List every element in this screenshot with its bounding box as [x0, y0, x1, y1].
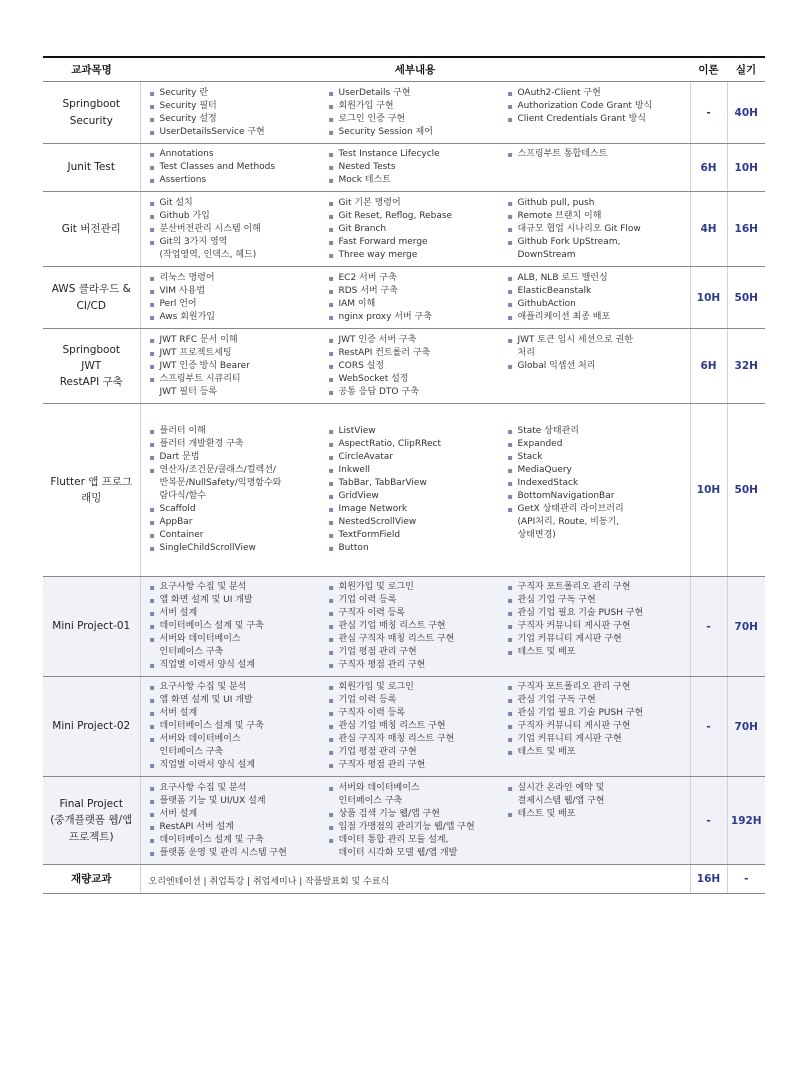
- detail-item: ▪ JWT 토큰 임시 세션으로 권한: [507, 334, 686, 347]
- detail-item: ▪ Stack: [507, 451, 686, 464]
- detail-item: ▪ 관심 기업 매칭 리스트 구현: [328, 620, 507, 633]
- detail-item: ▪ 기업 커뮤니티 게시판 구현: [507, 633, 686, 646]
- detail-item: ▪ Nested Tests: [328, 161, 507, 174]
- detail-item: ▪ Assertions: [149, 174, 328, 187]
- detail-column: [507, 272, 686, 324]
- detail-item: ▪ 서버와 데이터베이스: [328, 782, 507, 795]
- course-name: [43, 577, 140, 677]
- detail-item: ▪ 데이터베이스 설계 및 구축: [149, 720, 328, 733]
- detail-item: ▪ 직업별 이력서 양식 설계: [149, 659, 328, 672]
- table-row: [43, 777, 765, 865]
- detail-item: ▪ Scaffold: [149, 503, 328, 516]
- detail-item: ▪ Git 설치: [149, 197, 328, 210]
- detail-item: ▪ 로그인 인증 구현: [328, 113, 507, 126]
- detail-column: [507, 197, 686, 262]
- detail-item: ▪ EC2 서버 구축: [328, 272, 507, 285]
- detail-item: ▪ 리눅스 명령어: [149, 272, 328, 285]
- detail-column: [149, 782, 328, 860]
- detail-item: 처리: [517, 347, 535, 358]
- detail-column: [328, 334, 507, 399]
- detail-item: ▪ OAuth2-Client 구현: [507, 87, 686, 100]
- detail-column: [149, 334, 328, 399]
- table-row: [43, 329, 765, 404]
- detail-item: ▪ 관심 구직자 매칭 리스트 구현: [328, 633, 507, 646]
- detail-item: ▪ 데이터베이스 설계 및 구축: [149, 834, 328, 847]
- detail-item: ▪ WebSocket 설정: [328, 373, 507, 386]
- course-name-line: Security: [69, 114, 113, 127]
- detail-item: ▪ 서버 설계: [149, 607, 328, 620]
- detail-column: [328, 272, 507, 324]
- course-name-line: AWS 클라우드 &: [51, 283, 131, 296]
- header-practice: 실기: [727, 57, 765, 82]
- detail-column: [149, 87, 328, 139]
- footer-course-name: 재량교과: [43, 865, 140, 894]
- detail-column: [507, 425, 686, 555]
- detail-item: ▪ 회원가입 및 로그인: [328, 681, 507, 694]
- detail-item: ▪ 공통 응답 DTO 구축: [328, 386, 507, 399]
- detail-item: ▪ 직업별 이력서 양식 설계: [149, 759, 328, 772]
- detail-column: [328, 87, 507, 139]
- practice-hours: 32H: [727, 329, 765, 404]
- detail-item: ▪ Client Credentials Grant 방식: [507, 113, 686, 126]
- detail-item: ▪ 플러터 개발환경 구축: [149, 438, 328, 451]
- detail-item: ▪ Git Branch: [328, 223, 507, 236]
- course-name-line: Springboot: [62, 98, 120, 111]
- course-name-line: Springboot: [62, 343, 120, 356]
- course-name-line: Mini Project-01: [52, 620, 131, 633]
- detail-item: ▪ 구직자 이력 등록: [328, 607, 507, 620]
- detail-item: ▪ 테스트 및 배포: [507, 646, 686, 659]
- theory-hours: 4H: [690, 192, 727, 267]
- detail-item: ▪ Security 필터: [149, 100, 328, 113]
- detail-item: DownStream: [517, 249, 576, 260]
- detail-item: ▪ 구직자 이력 등록: [328, 707, 507, 720]
- course-name-line: 래밍: [81, 492, 102, 504]
- detail-item: ▪ 분산버전관리 시스템 이해: [149, 223, 328, 236]
- detail-item: 인터페이스 구축: [159, 747, 224, 757]
- detail-item: ▪ Annotations: [149, 148, 328, 161]
- header-theory: 이론: [690, 57, 727, 82]
- detail-item: ▪ 관심 기업 구독 구현: [507, 694, 686, 707]
- detail-item: ▪ 구직자 평점 관리 구현: [328, 659, 507, 672]
- detail-item: ▪ 관심 기업 매칭 리스트 구현: [328, 720, 507, 733]
- detail-item: ▪ Three way merge: [328, 249, 507, 262]
- detail-item: ▪ State 상태관리: [507, 425, 686, 438]
- detail-item: ▪ MediaQuery: [507, 464, 686, 477]
- detail-item: ▪ 스프링부트 시큐리티: [149, 373, 328, 386]
- course-name: [43, 329, 140, 404]
- detail-item: ▪ 데이터 통합 관리 모듈 설계,: [328, 834, 507, 847]
- practice-hours: 50H: [727, 267, 765, 329]
- course-name: [43, 404, 140, 577]
- footer-practice-hours: -: [727, 865, 765, 894]
- detail-column: [149, 681, 328, 772]
- detail-column: [328, 197, 507, 262]
- course-detail: [140, 82, 690, 144]
- detail-item: ▪ 앱 화면 설계 및 UI 개발: [149, 694, 328, 707]
- detail-item: JWT 필터 등록: [159, 386, 218, 397]
- detail-item: ▪ IndexedStack: [507, 477, 686, 490]
- course-name-line: Final Project: [59, 798, 123, 811]
- detail-item: ▪ GithubAction: [507, 298, 686, 311]
- course-name-line: Flutter 앱 프로그: [50, 475, 133, 488]
- detail-item: ▪ Mock 테스트: [328, 174, 507, 187]
- detail-item: ▪ BottomNavigationBar: [507, 490, 686, 503]
- curriculum-table: [43, 56, 765, 894]
- detail-item: ▪ Security 란: [149, 87, 328, 100]
- detail-item: ▪ RDS 서버 구축: [328, 285, 507, 298]
- detail-column: [507, 681, 686, 772]
- detail-item: ▪ TabBar, TabBarView: [328, 477, 507, 490]
- practice-hours: 40H: [727, 82, 765, 144]
- detail-item: ▪ 테스트 및 배포: [507, 746, 686, 759]
- detail-item: ▪ 서버 설계: [149, 707, 328, 720]
- course-detail: [140, 404, 690, 577]
- detail-item: ▪ AppBar: [149, 516, 328, 529]
- footer-detail-cell: [140, 865, 690, 894]
- detail-item: ▪ Image Network: [328, 503, 507, 516]
- detail-item: ▪ Git의 3가지 영역: [149, 236, 328, 249]
- practice-hours: 70H: [727, 577, 765, 677]
- detail-item: ▪ VIM 사용법: [149, 285, 328, 298]
- header-subject: 교과목명: [43, 57, 140, 82]
- course-detail: [140, 192, 690, 267]
- detail-item: ▪ 관심 구직자 매칭 리스트 구현: [328, 733, 507, 746]
- detail-item: 인터페이스 구축: [159, 647, 224, 657]
- theory-hours: 6H: [690, 144, 727, 192]
- detail-column: [328, 425, 507, 555]
- detail-item: ▪ 관심 기업 구독 구현: [507, 594, 686, 607]
- detail-item: ▪ 플랫폼 운영 및 관리 시스템 구현: [149, 847, 328, 860]
- table-body: [43, 82, 765, 894]
- practice-hours: 16H: [727, 192, 765, 267]
- detail-item: 상태변경): [517, 530, 556, 540]
- detail-item: ▪ CORS 설정: [328, 360, 507, 373]
- detail-item: ▪ 앱 화면 설계 및 UI 개발: [149, 594, 328, 607]
- detail-item: ▪ 플러터 이해: [149, 425, 328, 438]
- detail-item: ▪ Container: [149, 529, 328, 542]
- detail-item: (API처리, Route, 비동기,: [517, 517, 620, 527]
- theory-hours: 6H: [690, 329, 727, 404]
- theory-hours: 10H: [690, 267, 727, 329]
- practice-hours: 192H: [727, 777, 765, 865]
- theory-hours: -: [690, 677, 727, 777]
- course-name-line: JWT: [81, 359, 102, 372]
- detail-item: ▪ Remote 브랜치 이해: [507, 210, 686, 223]
- theory-hours: -: [690, 577, 727, 677]
- course-name-line: (중개플랫폼 웹/앱: [50, 814, 133, 827]
- detail-item: ▪ 구직자 커뮤니티 게시판 구현: [507, 620, 686, 633]
- detail-item: ▪ 기업 평점 관리 구현: [328, 646, 507, 659]
- detail-column: [149, 272, 328, 324]
- curriculum-table-wrapper: [43, 56, 765, 894]
- detail-item: ▪ AspectRatio, ClipRRect: [328, 438, 507, 451]
- course-name-line: RestAPI 구축: [59, 376, 123, 389]
- course-name-line: Mini Project-02: [52, 720, 131, 733]
- course-detail: [140, 777, 690, 865]
- practice-hours: 70H: [727, 677, 765, 777]
- table-row: [43, 267, 765, 329]
- course-name: [43, 144, 140, 192]
- course-detail: [140, 577, 690, 677]
- table-row: [43, 577, 765, 677]
- detail-column: [507, 87, 686, 139]
- detail-item: ▪ IAM 이해: [328, 298, 507, 311]
- detail-item: ▪ 서버 설계: [149, 808, 328, 821]
- detail-item: ▪ Security 설정: [149, 113, 328, 126]
- detail-item: ▪ ALB, NLB 로드 밸런싱: [507, 272, 686, 285]
- detail-item: ▪ 요구사항 수집 및 분석: [149, 681, 328, 694]
- detail-item: ▪ Button: [328, 542, 507, 555]
- detail-item: ▪ 구직자 포트폴리오 관리 구현: [507, 681, 686, 694]
- detail-item: ▪ nginx proxy 서버 구축: [328, 311, 507, 324]
- detail-item: ▪ ElasticBeanstalk: [507, 285, 686, 298]
- detail-item: ▪ 상품 검색 기능 웹/앱 구현: [328, 808, 507, 821]
- course-name: [43, 677, 140, 777]
- footer-theory-hours: 16H: [690, 865, 727, 894]
- detail-item: 데이터 시각화 모델 웹/앱 개발: [338, 847, 458, 858]
- detail-item: ▪ 구직자 커뮤니티 게시판 구현: [507, 720, 686, 733]
- detail-column: [328, 782, 507, 860]
- table-row: [43, 677, 765, 777]
- footer-detail: 오리엔테이션 | 취업특강 | 취업세미나 | 작품발표회 및 수료식: [148, 877, 390, 887]
- detail-item: ▪ UserDetails 구현: [328, 87, 507, 100]
- course-detail: [140, 144, 690, 192]
- detail-item: ▪ RestAPI 서버 설계: [149, 821, 328, 834]
- detail-item: ▪ Github pull, push: [507, 197, 686, 210]
- detail-column: [328, 681, 507, 772]
- detail-item: ▪ 기업 이력 등록: [328, 694, 507, 707]
- course-name: [43, 82, 140, 144]
- detail-item: ▪ 기업 커뮤니티 게시판 구현: [507, 733, 686, 746]
- table-header-row: [43, 57, 765, 82]
- theory-hours: -: [690, 777, 727, 865]
- detail-item: ▪ 테스트 및 배포: [507, 808, 686, 821]
- detail-item: ▪ 입점 가맹점의 관리기능 웹/앱 구현: [328, 821, 507, 834]
- table-row: [43, 82, 765, 144]
- header-detail: 세부내용: [140, 57, 690, 82]
- detail-column: [507, 334, 686, 399]
- detail-item: ▪ JWT 인증 방식 Bearer: [149, 360, 328, 373]
- detail-item: ▪ Git 기본 명령어: [328, 197, 507, 210]
- footer-row: [43, 865, 765, 894]
- detail-item: ▪ Expanded: [507, 438, 686, 451]
- detail-column: [328, 581, 507, 672]
- detail-item: ▪ NestedScrollView: [328, 516, 507, 529]
- detail-item: ▪ Github Fork UpStream,: [507, 236, 686, 249]
- detail-item: 인터페이스 구축: [338, 795, 403, 806]
- course-name: [43, 267, 140, 329]
- detail-item: ▪ Git Reset, Reflog, Rebase: [328, 210, 507, 223]
- detail-item: ▪ 기업 이력 등록: [328, 594, 507, 607]
- detail-item: ▪ 요구사항 수집 및 분석: [149, 782, 328, 795]
- detail-item: ▪ 대규모 협업 시나리오 Git Flow: [507, 223, 686, 236]
- detail-item: 반복문/NullSafety/익명함수와: [159, 478, 282, 488]
- detail-item: ▪ Inkwell: [328, 464, 507, 477]
- detail-item: ▪ Github 가입: [149, 210, 328, 223]
- detail-column: [507, 782, 686, 860]
- detail-item: 결제시스템 웹/앱 구현: [517, 795, 605, 806]
- theory-hours: 10H: [690, 404, 727, 577]
- detail-item: ▪ 기업 평점 관리 구현: [328, 746, 507, 759]
- course-name: [43, 777, 140, 865]
- detail-column: [149, 425, 328, 555]
- detail-item: ▪ Test Instance Lifecycle: [328, 148, 507, 161]
- course-name: [43, 192, 140, 267]
- detail-item: ▪ JWT RFC 문서 이해: [149, 334, 328, 347]
- detail-item: ▪ CircleAvatar: [328, 451, 507, 464]
- course-detail: [140, 267, 690, 329]
- detail-item: ▪ 서버와 데이터베이스: [149, 633, 328, 646]
- detail-item: ▪ 요구사항 수집 및 분석: [149, 581, 328, 594]
- detail-column: [507, 581, 686, 672]
- detail-item: 람다식/함수: [159, 491, 207, 501]
- detail-item: ▪ 관심 기업 필요 기술 PUSH 구현: [507, 607, 686, 620]
- table-row: [43, 404, 765, 577]
- detail-item: ▪ Perl 언어: [149, 298, 328, 311]
- detail-item: ▪ 데이터베이스 설계 및 구축: [149, 620, 328, 633]
- course-name-line: Junit Test: [67, 161, 115, 174]
- detail-item: ▪ 회원가입 구현: [328, 100, 507, 113]
- course-name-line: 프로젝트): [68, 830, 114, 843]
- practice-hours: 50H: [727, 404, 765, 577]
- course-detail: [140, 677, 690, 777]
- detail-item: ▪ 실시간 온라인 예약 및: [507, 782, 686, 795]
- practice-hours: 10H: [727, 144, 765, 192]
- detail-item: ▪ GetX 상태관리 라이브러리: [507, 503, 686, 516]
- detail-item: ▪ SingleChildScrollView: [149, 542, 328, 555]
- detail-column: [149, 148, 328, 187]
- detail-column: [328, 148, 507, 187]
- detail-item: ▪ JWT 프로젝트세팅: [149, 347, 328, 360]
- detail-item: ▪ TextFormField: [328, 529, 507, 542]
- detail-item: ▪ JWT 인증 서버 구축: [328, 334, 507, 347]
- table-row: [43, 192, 765, 267]
- detail-item: ▪ GridView: [328, 490, 507, 503]
- detail-item: ▪ Security Session 제어: [328, 126, 507, 139]
- detail-column: [149, 581, 328, 672]
- detail-item: ▪ Dart 문법: [149, 451, 328, 464]
- detail-item: ▪ 플랫폼 기능 및 UI/UX 설계: [149, 795, 328, 808]
- detail-item: ▪ 연산자/조건문/클래스/컬렉션/: [149, 464, 328, 477]
- theory-hours: -: [690, 82, 727, 144]
- detail-item: ▪ UserDetailsService 구현: [149, 126, 328, 139]
- detail-item: ▪ 관심 기업 필요 기술 PUSH 구현: [507, 707, 686, 720]
- detail-item: ▪ ListView: [328, 425, 507, 438]
- detail-item: ▪ RestAPI 컨트롤러 구축: [328, 347, 507, 360]
- detail-column: [149, 197, 328, 262]
- detail-item: ▪ Fast Forward merge: [328, 236, 507, 249]
- detail-item: ▪ Aws 회원가입: [149, 311, 328, 324]
- detail-item: ▪ Test Classes and Methods: [149, 161, 328, 174]
- detail-item: ▪ 회원가입 및 로그인: [328, 581, 507, 594]
- course-name-line: Git 버전관리: [61, 222, 121, 235]
- detail-item: ▪ Authorization Code Grant 방식: [507, 100, 686, 113]
- course-detail: [140, 329, 690, 404]
- detail-item: ▪ 구직자 평점 관리 구현: [328, 759, 507, 772]
- detail-item: (작업영역, 인덱스, 헤드): [159, 249, 257, 260]
- detail-item: ▪ 스프링부트 통합테스트: [507, 148, 686, 161]
- course-name-line: CI/CD: [76, 299, 106, 312]
- table-row: [43, 144, 765, 192]
- detail-item: ▪ 구직자 포트폴리오 관리 구현: [507, 581, 686, 594]
- detail-item: ▪ 서버와 데이터베이스: [149, 733, 328, 746]
- detail-item: ▪ Global 익셉션 처리: [507, 360, 686, 373]
- detail-item: ▪ 애플리케이션 최종 배포: [507, 311, 686, 324]
- detail-column: [507, 148, 686, 187]
